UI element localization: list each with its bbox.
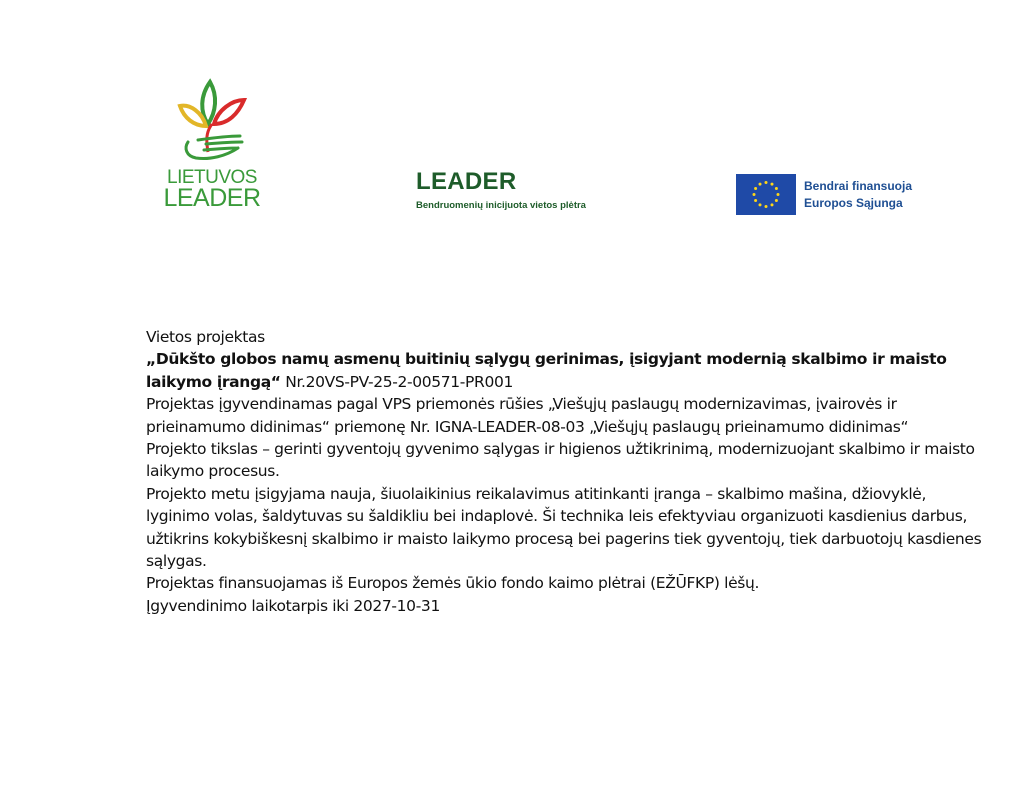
eu-star-icon xyxy=(771,203,774,206)
eu-star-icon xyxy=(754,187,757,190)
eu-text-line2: Europos Sąjunga xyxy=(804,196,903,210)
sprout-hand-icon xyxy=(176,78,248,166)
eu-text-line1: Bendrai finansuoja xyxy=(804,179,913,193)
eu-flag-icon xyxy=(736,174,796,215)
leader-subtitle: Bendruomenių inicijuota vietos plėtra xyxy=(416,200,586,211)
paragraph-goal: Projekto tikslas – gerinti gyventojų gyvenimo sąlygas ir higienos užtikrinimą, modernizuojant skalbimo ir maisto laikymo procesus. xyxy=(146,440,975,481)
project-title-block xyxy=(146,348,986,393)
project-title: „Dūkšto globos namų asmenų buitinių sąlygų gerinimas, įsigyjant modernią skalbimo ir maisto laikymo įrangą“ xyxy=(146,350,947,391)
eu-star-icon xyxy=(777,193,780,196)
project-description xyxy=(146,326,986,617)
eu-star-icon xyxy=(765,181,768,184)
leader-logo xyxy=(416,170,586,211)
eu-star-icon xyxy=(754,199,757,202)
paragraph-period: Įgyvendinimo laikotarpis iki 2027-10-31 xyxy=(146,596,440,615)
leader-title: LEADER xyxy=(416,168,517,195)
eu-star-icon xyxy=(775,199,778,202)
doc-heading: Vietos projektas xyxy=(146,328,265,346)
eu-star-icon xyxy=(753,193,756,196)
lietuvos-leader-logo xyxy=(162,78,262,213)
eu-star-icon xyxy=(775,187,778,190)
eu-star-icon xyxy=(759,183,762,186)
leader-text: LEADER xyxy=(163,184,261,212)
eu-text xyxy=(804,178,912,212)
lietuvos-text: LIETUVOS xyxy=(167,167,257,188)
eu-star-icon xyxy=(759,203,762,206)
paragraph-funding: Projektas finansuojamas iš Europos žemės ūkio fondo kaimo plėtrai (EŽŪFKP) lėšų. xyxy=(146,574,760,593)
eu-star-icon xyxy=(771,183,774,186)
eu-star-icon xyxy=(765,205,768,208)
paragraph-measure: Projektas įgyvendinamas pagal VPS priemonės rūšies „Viešųjų paslaugų modernizavimas, įvairovės ir prieinamumo didinimas“ priemonę Nr. IGNA-LEADER-08-03 „Viešųjų paslaugų prieinamumo didinimas“ xyxy=(146,395,909,436)
project-number: Nr.20VS-PV-25-2-00571-PR001 xyxy=(280,372,514,391)
paragraph-equipment: Projekto metu įsigyjama nauja, šiuolaikinius reikalavimus atitinkanti įranga – skalbimo mašina, džiovyklė, lyginimo volas, šaldytuvas su šaldikliu bei indaplovė. Ši technika leis efektyviau organizuoti kasdienius darbus, užtikrins kokybiškesnį skalbimo ir maisto laikymo procesą bei pagerins tiek gyventojų, tiek darbuotojų kasdienes sąlygas. xyxy=(146,484,982,571)
